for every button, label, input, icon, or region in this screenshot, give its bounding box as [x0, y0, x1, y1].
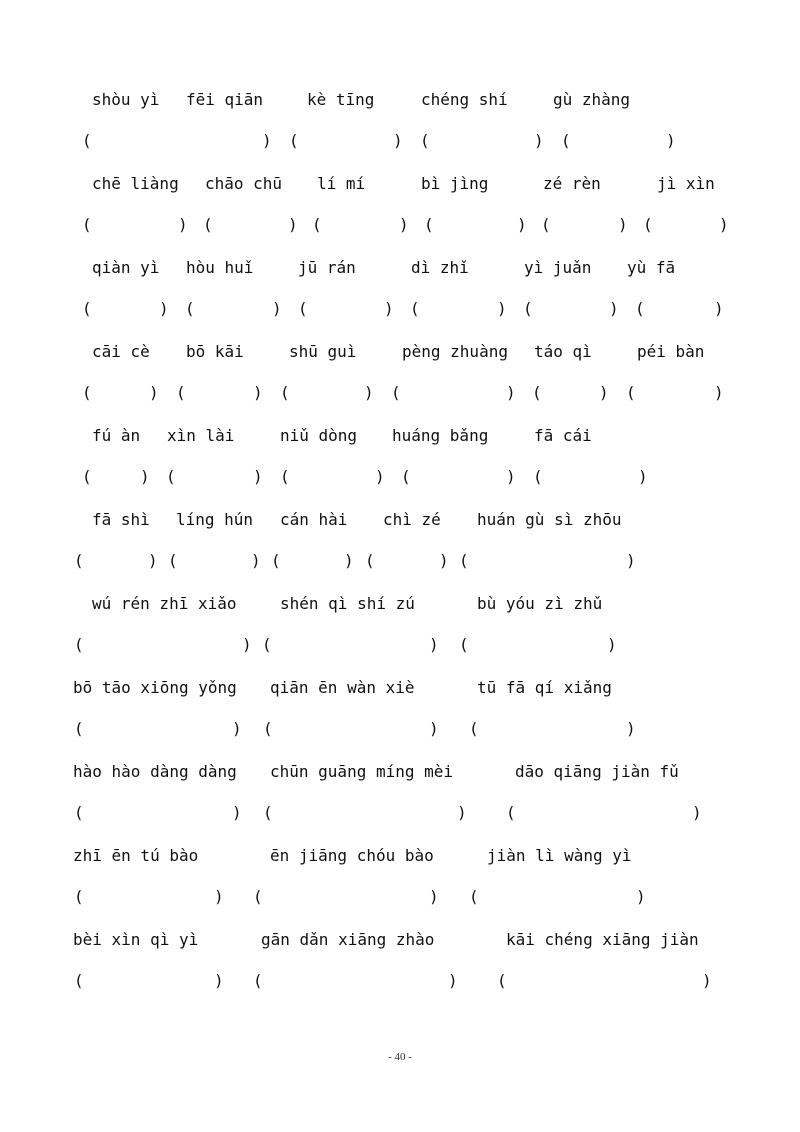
pinyin-word: shén qì shí zú [280, 594, 415, 613]
pinyin-row [0, 593, 800, 615]
answer-blank-close: ) [375, 467, 385, 486]
answer-blank-close: ) [253, 467, 263, 486]
answer-blank-open[interactable]: ( [74, 719, 84, 738]
answer-blank-row [0, 886, 800, 908]
pinyin-word: péi bàn [637, 342, 705, 361]
pinyin-word: fā cái [534, 426, 592, 445]
answer-blank-close: ) [638, 467, 648, 486]
answer-blank-close: ) [384, 299, 394, 318]
answer-blank-close: ) [666, 131, 676, 150]
answer-blank-open[interactable]: ( [82, 467, 92, 486]
pinyin-word: qiàn yì [92, 258, 160, 277]
answer-blank-close: ) [429, 635, 439, 654]
answer-blank-open[interactable]: ( [253, 887, 263, 906]
pinyin-word: wú rén zhī xiǎo [92, 594, 237, 613]
pinyin-word: kāi chéng xiāng jiàn [506, 930, 699, 949]
answer-blank-open[interactable]: ( [263, 719, 273, 738]
answer-blank-close: ) [262, 131, 272, 150]
pinyin-word: líng hún [176, 510, 254, 529]
answer-blank-open[interactable]: ( [74, 971, 84, 990]
answer-blank-open[interactable]: ( [561, 131, 571, 150]
pinyin-word: fēi qiān [186, 90, 264, 109]
answer-blank-open[interactable]: ( [203, 215, 213, 234]
answer-blank-open[interactable]: ( [74, 551, 84, 570]
answer-blank-row [0, 550, 800, 572]
pinyin-word: lí mí [317, 174, 366, 193]
answer-blank-close: ) [448, 971, 458, 990]
answer-blank-close: ) [232, 719, 242, 738]
pinyin-word: hòu huǐ [186, 258, 254, 277]
answer-blank-close: ) [364, 383, 374, 402]
pinyin-word: chē liàng [92, 174, 179, 193]
answer-blank-close: ) [429, 719, 439, 738]
answer-blank-open[interactable]: ( [626, 383, 636, 402]
pinyin-word: dāo qiāng jiàn fǔ [515, 762, 679, 781]
pinyin-row [0, 677, 800, 699]
answer-blank-close: ) [609, 299, 619, 318]
answer-blank-open[interactable]: ( [469, 887, 479, 906]
answer-blank-open[interactable]: ( [469, 719, 479, 738]
answer-blank-close: ) [429, 887, 439, 906]
answer-blank-close: ) [140, 467, 150, 486]
answer-blank-row [0, 298, 800, 320]
answer-blank-close: ) [626, 551, 636, 570]
answer-blank-open[interactable]: ( [523, 299, 533, 318]
pinyin-word: kè tīng [307, 90, 375, 109]
pinyin-row [0, 89, 800, 111]
answer-blank-close: ) [251, 551, 261, 570]
answer-blank-open[interactable]: ( [635, 299, 645, 318]
answer-blank-close: ) [497, 299, 507, 318]
pinyin-word: zhī ēn tú bào [73, 846, 199, 865]
pinyin-word: cán hài [280, 510, 348, 529]
answer-blank-row [0, 634, 800, 656]
pinyin-word: jiàn lì wàng yì [487, 846, 632, 865]
answer-blank-row [0, 718, 800, 740]
answer-blank-open[interactable]: ( [424, 215, 434, 234]
answer-blank-close: ) [618, 215, 628, 234]
answer-blank-open[interactable]: ( [289, 131, 299, 150]
pinyin-word: chì zé [383, 510, 441, 529]
answer-blank-close: ) [178, 215, 188, 234]
answer-blank-close: ) [506, 383, 516, 402]
pinyin-word: fā shì [92, 510, 150, 529]
pinyin-word: tū fā qí xiǎng [477, 678, 612, 697]
answer-blank-close: ) [714, 299, 724, 318]
pinyin-word: bō kāi [186, 342, 244, 361]
answer-blank-open[interactable]: ( [312, 215, 322, 234]
answer-blank-open[interactable]: ( [74, 803, 84, 822]
answer-blank-close: ) [214, 971, 224, 990]
answer-blank-close: ) [599, 383, 609, 402]
answer-blank-open[interactable]: ( [253, 971, 263, 990]
answer-blank-close: ) [148, 551, 158, 570]
answer-blank-open[interactable]: ( [168, 551, 178, 570]
pinyin-word: niǔ dòng [280, 426, 358, 445]
pinyin-word: yù fā [627, 258, 676, 277]
pinyin-word: chéng shí [421, 90, 508, 109]
answer-blank-open[interactable]: ( [497, 971, 507, 990]
pinyin-word: shòu yì [92, 90, 160, 109]
pinyin-word: hào hào dàng dàng [73, 762, 237, 781]
answer-blank-close: ) [719, 215, 729, 234]
pinyin-word: zé rèn [543, 174, 601, 193]
answer-blank-row [0, 214, 800, 236]
answer-blank-open[interactable]: ( [410, 299, 420, 318]
page-number: - 40 - [388, 1051, 412, 1063]
answer-blank-open[interactable]: ( [532, 383, 542, 402]
answer-blank-close: ) [232, 803, 242, 822]
pinyin-row [0, 845, 800, 867]
answer-blank-close: ) [714, 383, 724, 402]
answer-blank-close: ) [636, 887, 646, 906]
pinyin-word: huán gù sì zhōu [477, 510, 622, 529]
answer-blank-open[interactable]: ( [459, 551, 469, 570]
pinyin-word: huáng bǎng [392, 426, 489, 445]
pinyin-word: dì zhǐ [411, 258, 469, 277]
answer-blank-open[interactable]: ( [74, 635, 84, 654]
pinyin-row [0, 257, 800, 279]
answer-blank-close: ) [253, 383, 263, 402]
pinyin-word: ēn jiāng chóu bào [270, 846, 434, 865]
answer-blank-close: ) [506, 467, 516, 486]
answer-blank-close: ) [214, 887, 224, 906]
answer-blank-open[interactable]: ( [401, 467, 411, 486]
answer-blank-row [0, 130, 800, 152]
answer-blank-close: ) [607, 635, 617, 654]
pinyin-word: gù zhàng [553, 90, 631, 109]
answer-blank-open[interactable]: ( [263, 803, 273, 822]
pinyin-row [0, 173, 800, 195]
answer-blank-open[interactable]: ( [176, 383, 186, 402]
answer-blank-row [0, 466, 800, 488]
pinyin-word: jì xìn [657, 174, 715, 193]
pinyin-word: bō tāo xiōng yǒng [73, 678, 237, 697]
answer-blank-row [0, 382, 800, 404]
pinyin-word: chāo chū [205, 174, 283, 193]
answer-blank-close: ) [159, 299, 169, 318]
answer-blank-close: ) [702, 971, 712, 990]
pinyin-word: shū guì [289, 342, 357, 361]
pinyin-word: bù yóu zì zhǔ [477, 594, 603, 613]
pinyin-word: cāi cè [92, 342, 150, 361]
answer-blank-open[interactable]: ( [82, 299, 92, 318]
answer-blank-open[interactable]: ( [185, 299, 195, 318]
answer-blank-open[interactable]: ( [280, 383, 290, 402]
pinyin-word: qiān ēn wàn xiè [270, 678, 415, 697]
answer-blank-open[interactable]: ( [74, 887, 84, 906]
pinyin-row [0, 761, 800, 783]
pinyin-row [0, 425, 800, 447]
answer-blank-close: ) [534, 131, 544, 150]
answer-blank-close: ) [393, 131, 403, 150]
pinyin-word: bèi xìn qì yì [73, 930, 199, 949]
pinyin-word: xìn lài [167, 426, 235, 445]
answer-blank-row [0, 802, 800, 824]
pinyin-row [0, 509, 800, 531]
answer-blank-open[interactable]: ( [280, 467, 290, 486]
answer-blank-close: ) [692, 803, 702, 822]
answer-blank-open[interactable]: ( [643, 215, 653, 234]
answer-blank-open[interactable]: ( [166, 467, 176, 486]
answer-blank-open[interactable]: ( [82, 215, 92, 234]
pinyin-word: jū rán [298, 258, 356, 277]
answer-blank-open[interactable]: ( [298, 299, 308, 318]
answer-blank-close: ) [242, 635, 252, 654]
pinyin-word: fú àn [92, 426, 141, 445]
pinyin-word: gān dǎn xiāng zhào [261, 930, 435, 949]
answer-blank-open[interactable]: ( [365, 551, 375, 570]
answer-blank-row [0, 970, 800, 992]
answer-blank-open[interactable]: ( [420, 131, 430, 150]
answer-blank-open[interactable]: ( [82, 131, 92, 150]
pinyin-word: chūn guāng míng mèi [270, 762, 454, 781]
answer-blank-open[interactable]: ( [459, 635, 469, 654]
answer-blank-open[interactable]: ( [533, 467, 543, 486]
answer-blank-open[interactable]: ( [262, 635, 272, 654]
answer-blank-close: ) [626, 719, 636, 738]
answer-blank-open[interactable]: ( [391, 383, 401, 402]
pinyin-word: bì jìng [421, 174, 489, 193]
pinyin-word: yì juǎn [524, 258, 592, 277]
pinyin-word: táo qì [534, 342, 592, 361]
pinyin-word: pèng zhuàng [402, 342, 508, 361]
pinyin-row [0, 341, 800, 363]
answer-blank-close: ) [344, 551, 354, 570]
answer-blank-open[interactable]: ( [541, 215, 551, 234]
answer-blank-close: ) [517, 215, 527, 234]
answer-blank-close: ) [149, 383, 159, 402]
answer-blank-open[interactable]: ( [271, 551, 281, 570]
pinyin-row [0, 929, 800, 951]
answer-blank-close: ) [439, 551, 449, 570]
answer-blank-close: ) [457, 803, 467, 822]
answer-blank-open[interactable]: ( [506, 803, 516, 822]
answer-blank-close: ) [399, 215, 409, 234]
answer-blank-open[interactable]: ( [82, 383, 92, 402]
answer-blank-close: ) [288, 215, 298, 234]
answer-blank-close: ) [272, 299, 282, 318]
